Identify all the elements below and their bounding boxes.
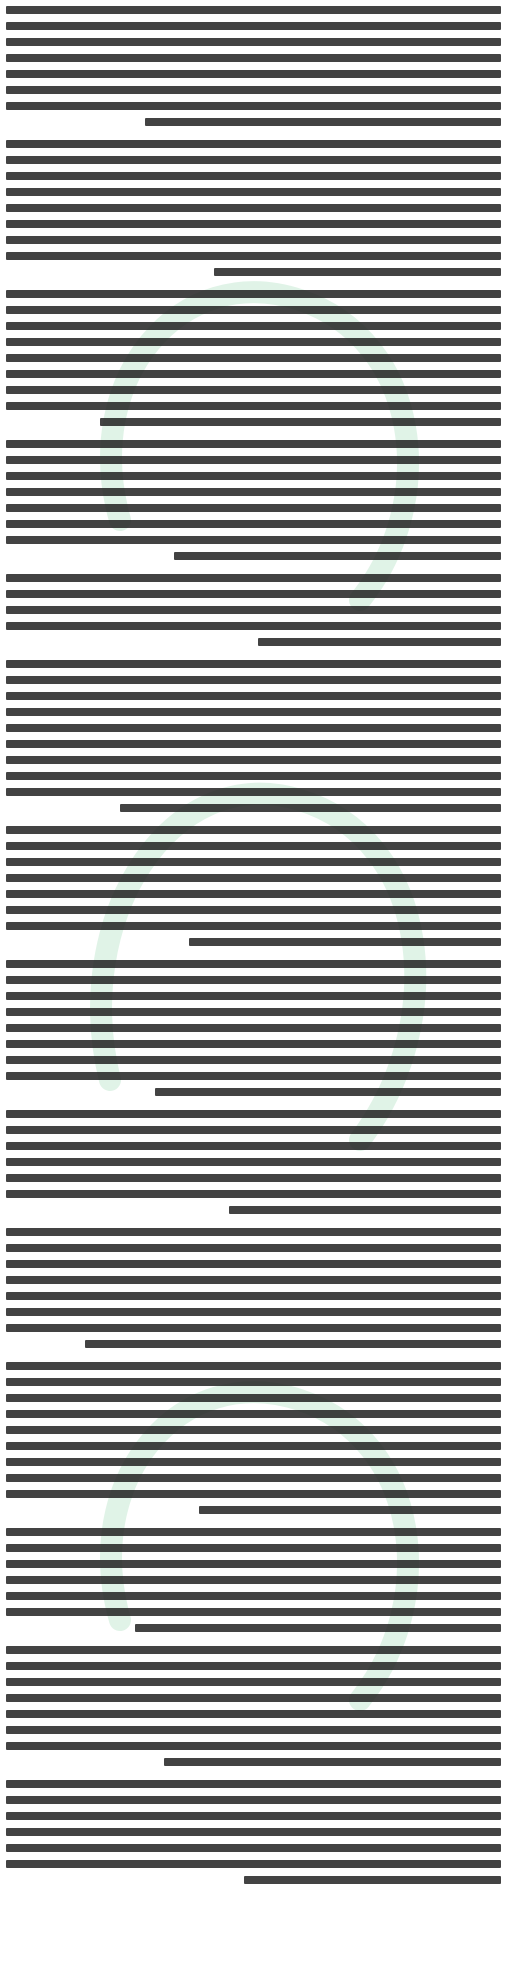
paragraph [6,660,501,812]
text-line [199,1506,501,1514]
text-line [6,858,501,866]
text-line [6,1560,501,1568]
text-line [214,268,501,276]
paragraph [6,574,501,646]
article-body [6,6,501,1892]
text-line [6,606,501,614]
text-line [6,1308,501,1316]
text-line [120,804,501,812]
text-line [6,1694,501,1702]
text-line [258,638,501,646]
text-line [229,1206,501,1214]
text-line [6,504,501,512]
text-line [6,1592,501,1600]
text-line [6,1608,501,1616]
text-line [6,140,501,148]
text-line [6,440,501,448]
text-line [6,1474,501,1482]
text-line [6,6,501,14]
text-line [6,1142,501,1150]
text-line [6,708,501,716]
text-line [6,740,501,748]
paragraph [6,1110,501,1214]
text-line [6,1056,501,1064]
text-line [6,1458,501,1466]
text-line [6,1528,501,1536]
text-line [85,1340,501,1348]
text-line [6,1828,501,1836]
text-line [6,992,501,1000]
text-line [6,472,501,480]
text-line [6,402,501,410]
paragraph [6,1528,501,1632]
paragraph [6,826,501,946]
text-line [6,1812,501,1820]
text-line [6,826,501,834]
text-line [6,1378,501,1386]
text-line [6,204,501,212]
text-line [6,354,501,362]
paragraph [6,1780,501,1884]
text-line [6,1260,501,1268]
text-line [6,220,501,228]
text-line [6,1126,501,1134]
text-line [6,54,501,62]
text-line [6,922,501,930]
text-line [6,960,501,968]
text-line [6,1726,501,1734]
text-line [6,1742,501,1750]
text-line [6,1174,501,1182]
text-line [6,338,501,346]
text-line [6,1276,501,1284]
text-line [6,1228,501,1236]
text-line [6,1024,501,1032]
paragraph [6,960,501,1096]
text-line [6,574,501,582]
text-line [6,1362,501,1370]
text-line [6,1410,501,1418]
paragraph [6,1362,501,1514]
text-line [6,976,501,984]
text-line [6,1040,501,1048]
text-line [6,1244,501,1252]
text-line [6,1678,501,1686]
text-line [6,676,501,684]
text-line [6,1796,501,1804]
paragraph [6,1646,501,1766]
text-line [6,456,501,464]
text-line [6,1072,501,1080]
text-line [6,520,501,528]
text-line [6,1544,501,1552]
text-line [6,772,501,780]
paragraph [6,6,501,126]
text-line [6,70,501,78]
text-line [100,418,501,426]
text-line [6,1394,501,1402]
paragraph [6,1228,501,1348]
text-line [6,172,501,180]
text-line [6,1442,501,1450]
text-line [6,1490,501,1498]
text-line [6,1110,501,1118]
paragraph [6,290,501,426]
paragraph [6,140,501,276]
text-line [6,1190,501,1198]
text-line [6,1844,501,1852]
text-line [145,118,501,126]
text-line [6,1158,501,1166]
text-line [6,156,501,164]
text-line [6,536,501,544]
text-line [164,1758,501,1766]
text-line [174,552,501,560]
text-line [6,692,501,700]
text-line [6,1426,501,1434]
text-line [6,236,501,244]
text-line [6,252,501,260]
text-line [6,386,501,394]
text-line [189,938,501,946]
text-line [6,86,501,94]
text-line [6,622,501,630]
text-line [6,306,501,314]
text-line [6,1324,501,1332]
text-line [6,890,501,898]
text-line [6,38,501,46]
text-line [155,1088,502,1096]
text-line [6,488,501,496]
text-line [6,1008,501,1016]
text-line [6,1780,501,1788]
text-line [6,1292,501,1300]
text-line [6,322,501,330]
text-line [6,660,501,668]
text-line [6,1576,501,1584]
text-line [6,874,501,882]
text-line [135,1624,501,1632]
text-line [6,906,501,914]
text-line [6,788,501,796]
text-line [6,1646,501,1654]
text-line [6,22,501,30]
text-line [6,188,501,196]
text-line [6,102,501,110]
text-line [6,724,501,732]
text-line [6,842,501,850]
text-line [244,1876,501,1884]
text-line [6,1662,501,1670]
text-line [6,370,501,378]
text-line [6,1860,501,1868]
text-line [6,1710,501,1718]
text-line [6,590,501,598]
paragraph [6,440,501,560]
text-line [6,290,501,298]
text-line [6,756,501,764]
